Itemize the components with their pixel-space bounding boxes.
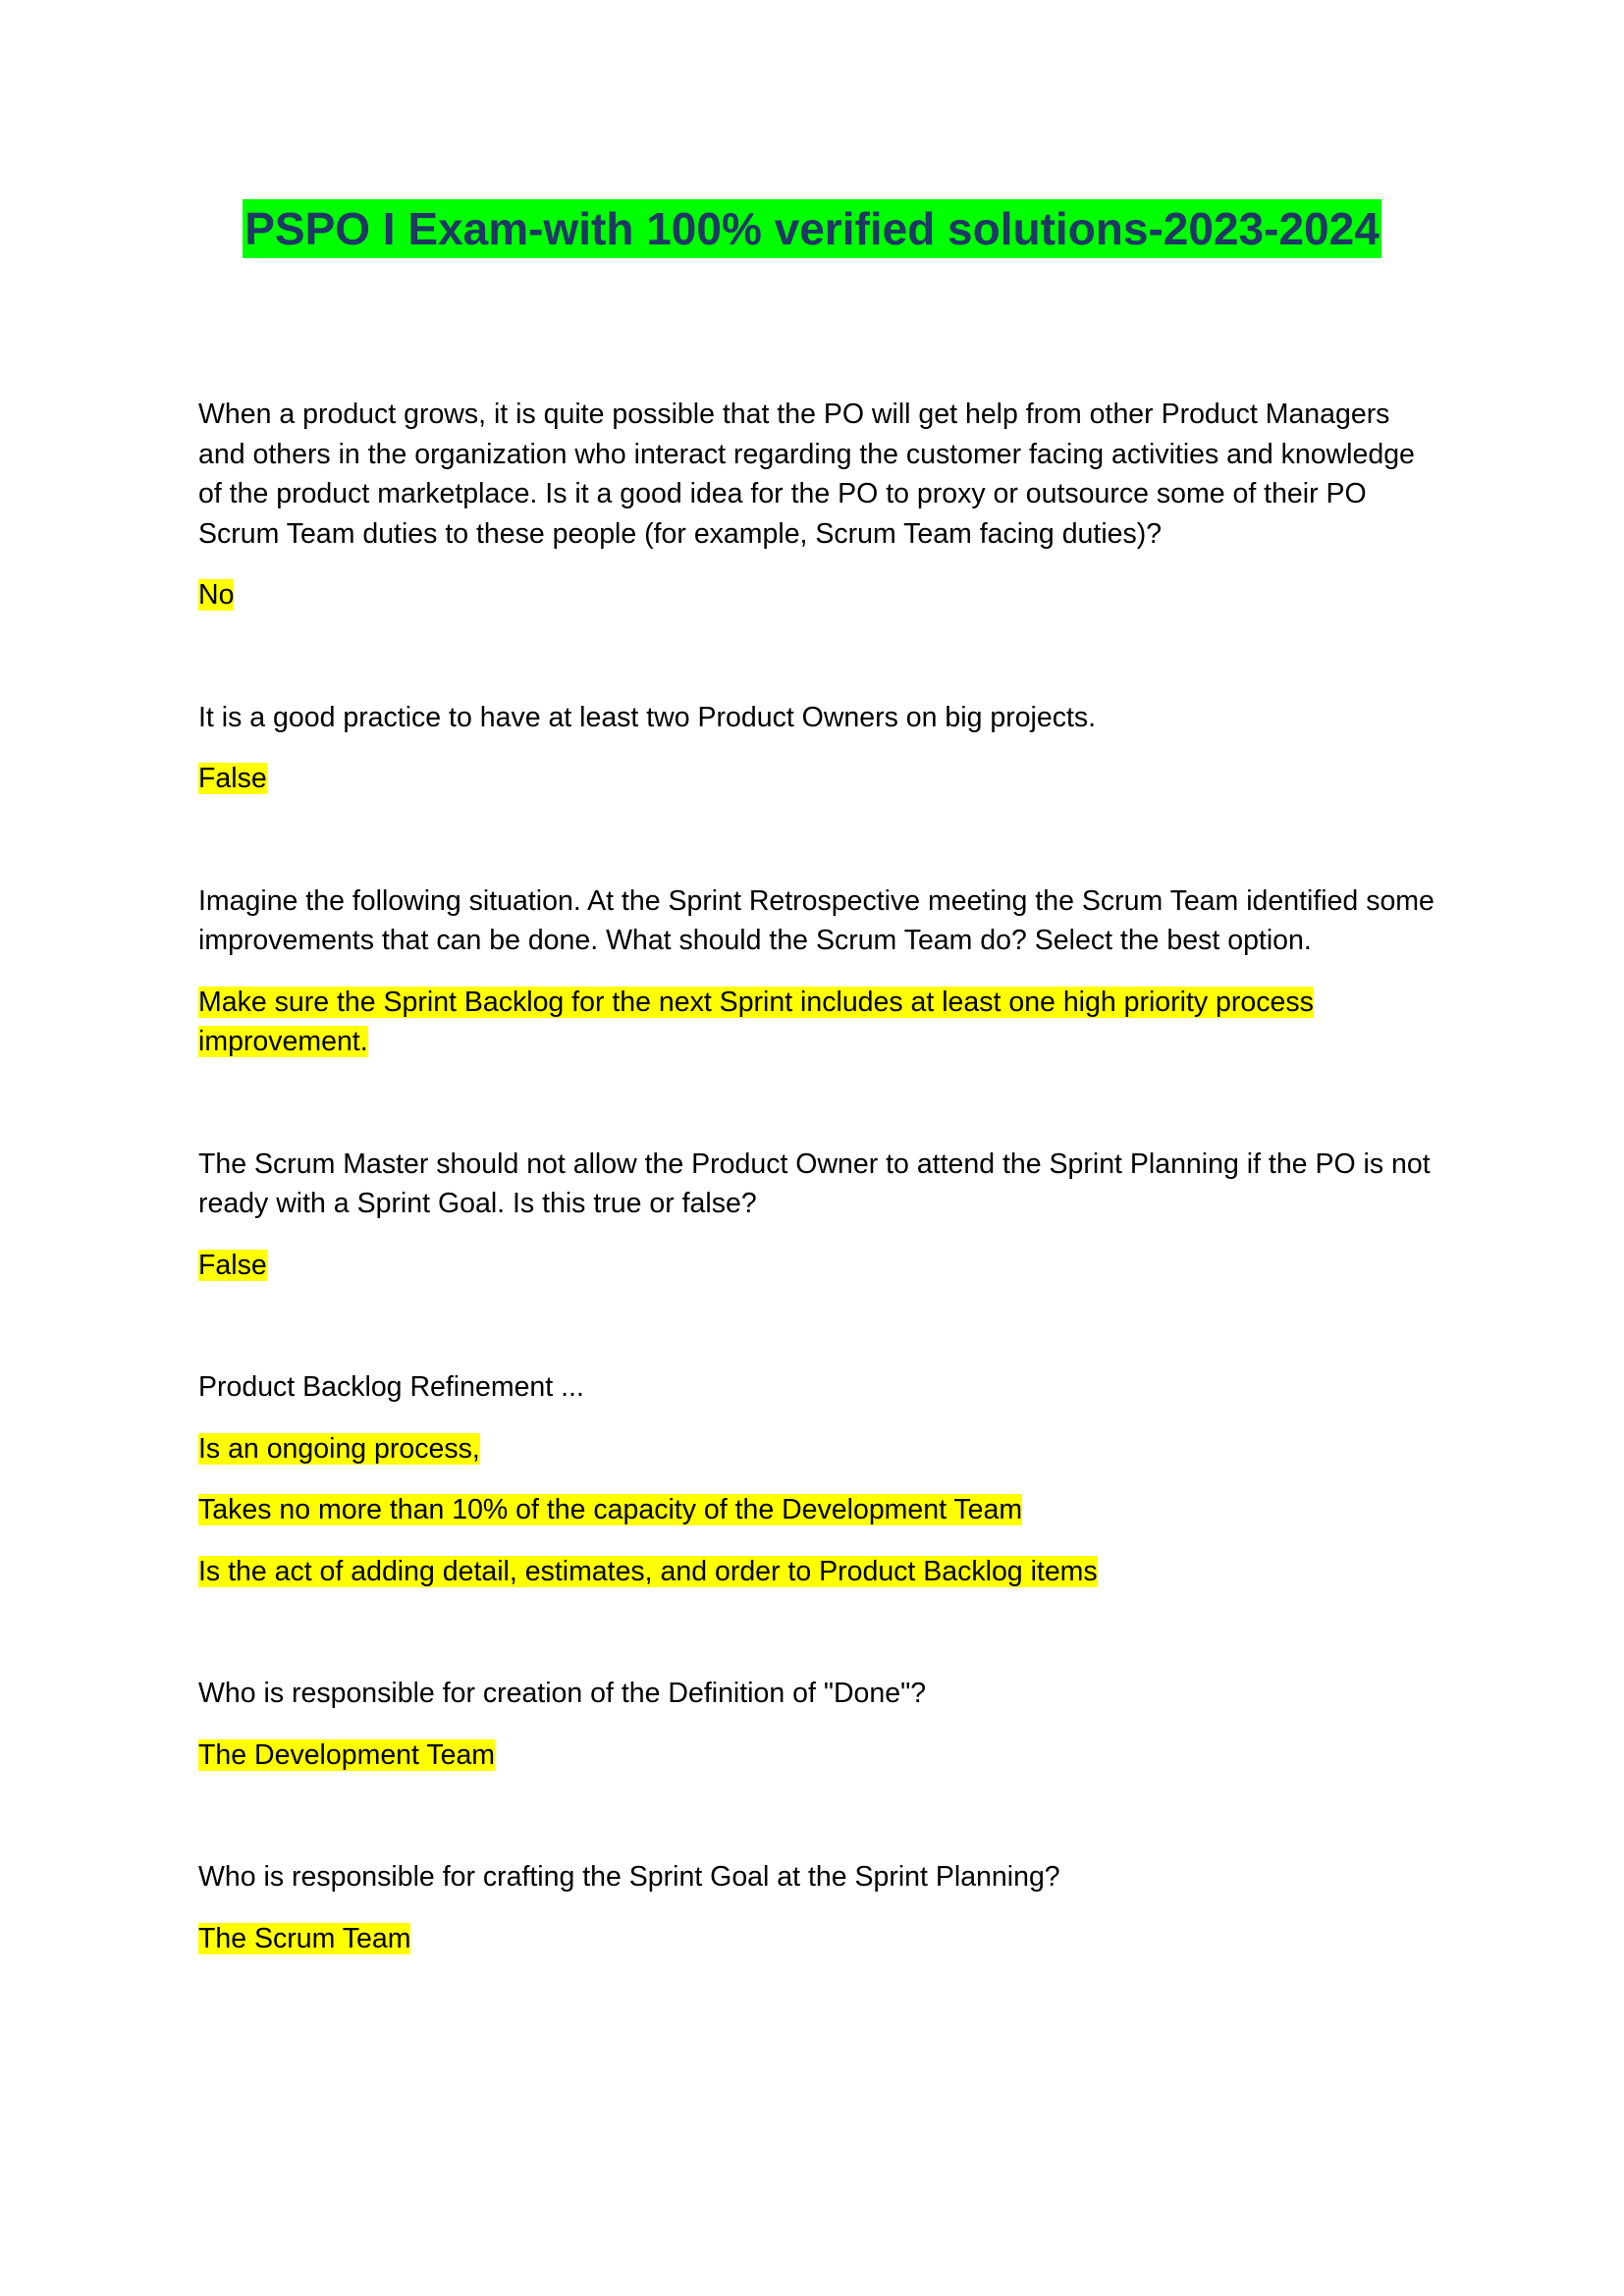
qa-item	[198, 1674, 1435, 1775]
answer-text	[198, 1552, 1435, 1592]
answer-text	[198, 575, 1435, 615]
answer-text	[198, 759, 1435, 799]
question-text: When a product grows, it is quite possible that the PO will get help from other Product Managers and others in the organization who interact regarding the customer facing activities and knowledge of the product marketplace. Is it a good idea for the PO to proxy or outsource some of their PO Scrum Team duties to these people (for example, Scrum Team facing duties)?	[198, 399, 1415, 550]
answer-text	[198, 1246, 1435, 1286]
answer-text	[198, 983, 1435, 1062]
qa-item	[198, 698, 1435, 799]
answer-text	[198, 1735, 1435, 1776]
answer-highlight: The Scrum Team	[198, 1922, 411, 1954]
answer-highlight: The Development Team	[198, 1738, 496, 1771]
answer-highlight: No	[198, 579, 235, 611]
qa-item	[198, 395, 1435, 615]
question-text: Product Backlog Refinement ...	[198, 1371, 584, 1403]
answer-highlight: Is the act of adding detail, estimates, and order to Product Backlog items	[198, 1555, 1098, 1587]
answer-highlight: False	[198, 763, 267, 794]
qa-item	[198, 1857, 1435, 1958]
qa-item	[198, 1367, 1435, 1591]
answer-highlight: Make sure the Sprint Backlog for the next Sprint includes at least one high priority process improvement.	[198, 986, 1314, 1057]
answer-text	[198, 1919, 1435, 1959]
question-text: Who is responsible for crafting the Sprint Goal at the Sprint Planning?	[198, 1861, 1060, 1893]
question-text: The Scrum Master should not allow the Product Owner to attend the Sprint Planning if the PO is not ready with a Sprint Goal. Is this true or false?	[198, 1148, 1431, 1219]
title-block	[0, 199, 1624, 258]
answer-highlight: Takes no more than 10% of the capacity of the Development Team	[198, 1494, 1023, 1525]
question-text: Who is responsible for creation of the Definition of "Done"?	[198, 1678, 927, 1709]
question-text: It is a good practice to have at least two Product Owners on big projects.	[198, 701, 1097, 733]
answer-text	[198, 1429, 1435, 1469]
question-text: Imagine the following situation. At the Sprint Retrospective meeting the Scrum Team identified some improvements that can be done. What should the Scrum Team do? Select the best option.	[198, 884, 1435, 956]
page-title: PSPO I Exam-with 100% verified solutions-2023-2024	[243, 199, 1381, 258]
qa-list	[198, 395, 1435, 2041]
answer-highlight: Is an ongoing process,	[198, 1432, 480, 1465]
answer-highlight: False	[198, 1249, 267, 1281]
qa-item	[198, 881, 1435, 1062]
answer-text	[198, 1490, 1435, 1530]
qa-item	[198, 1145, 1435, 1286]
